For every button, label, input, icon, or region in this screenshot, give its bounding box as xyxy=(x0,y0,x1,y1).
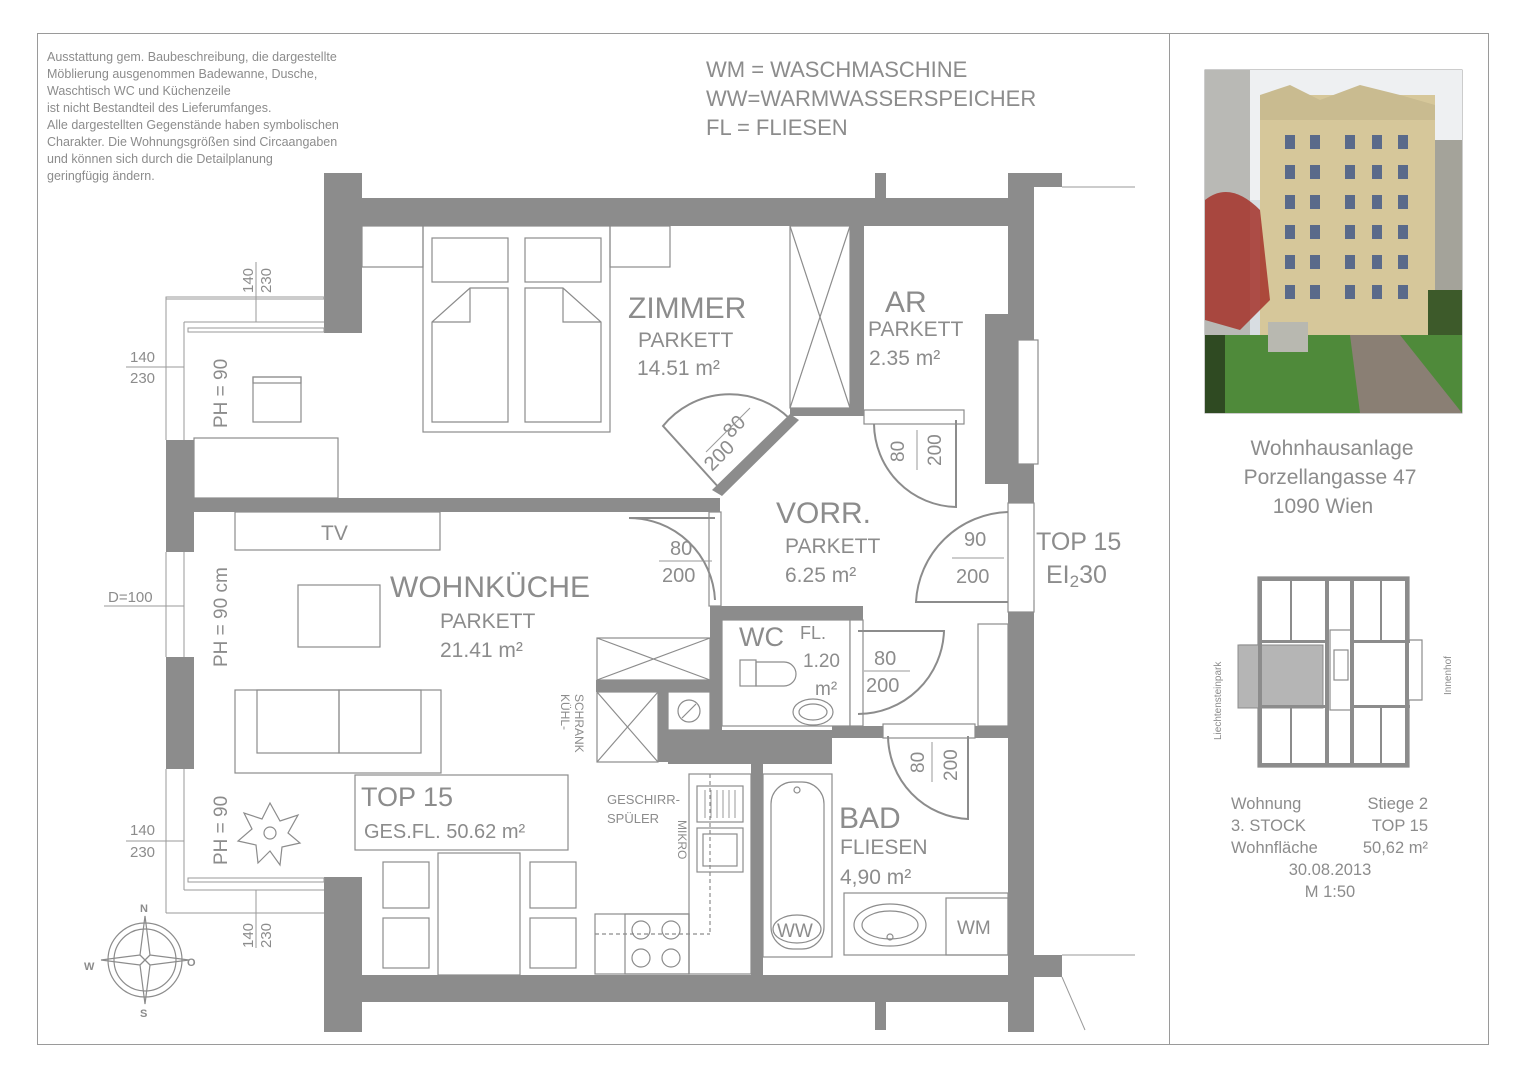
wall-bottom-left-pier xyxy=(324,877,362,1032)
info-date: 30.08.2013 xyxy=(1288,861,1372,879)
address-line3: 1090 Wien xyxy=(1272,495,1374,518)
room-area-ar: 2.35 m² xyxy=(869,347,941,370)
note-line: geringfügig ändern. xyxy=(47,169,155,183)
legend-ww: WW=WARMWASSERSPEICHER xyxy=(706,86,1037,111)
compass-s: S xyxy=(140,1008,148,1020)
pillow xyxy=(525,238,601,282)
room-area-vorr: 6.25 m² xyxy=(785,564,857,587)
wall-bad-left xyxy=(751,764,763,977)
door-width: 80 xyxy=(888,440,909,462)
pillow xyxy=(432,238,508,282)
fridge-label: KÜHL- xyxy=(558,694,572,731)
wall-left-lower xyxy=(166,657,194,769)
wall-bottom xyxy=(324,975,1034,1002)
address-block xyxy=(1244,437,1417,518)
nightstand xyxy=(610,226,670,267)
door-swing-wc xyxy=(858,631,944,714)
bathtub-drain xyxy=(794,787,800,793)
dim-230: 230 xyxy=(258,267,275,293)
door-width: 90 xyxy=(964,529,987,551)
window-right xyxy=(1018,340,1038,464)
info-stiege: Stiege 2 xyxy=(1367,795,1428,813)
door-width: 80 xyxy=(718,411,751,443)
burner xyxy=(662,921,680,939)
drain-slash xyxy=(682,704,696,718)
note-line: Möblierung ausgenommen Badewanne, Dusche, xyxy=(47,67,318,81)
room-floor-ar: PARKETT xyxy=(868,318,964,341)
room-floor-zimmer: PARKETT xyxy=(638,329,734,352)
parapet-labels xyxy=(211,359,232,865)
chair xyxy=(253,377,301,422)
room-area-zimmer: 14.51 m² xyxy=(637,357,720,380)
sofa xyxy=(235,690,441,773)
plant-icon xyxy=(238,803,300,865)
room-name-bad: BAD xyxy=(839,802,901,835)
fridge-label: SCHRANK xyxy=(572,694,586,753)
dim-140: 140 xyxy=(130,349,156,366)
tv-label: TV xyxy=(321,522,348,545)
info-wohnung-label: Wohnung xyxy=(1231,795,1302,813)
note-line: Waschtisch WC und Küchenzeile xyxy=(47,84,231,98)
wm-label: WM xyxy=(957,918,991,939)
info-stock: 3. STOCK xyxy=(1231,817,1306,835)
note-line: ist nicht Bestandteil des Lieferumfanges. xyxy=(47,101,272,115)
wall-ar-left xyxy=(850,226,864,412)
dining-table xyxy=(438,853,520,975)
desk xyxy=(194,438,338,498)
microwave-label: MIKRO xyxy=(675,820,689,860)
entry-fire-rating: EI230 xyxy=(1046,561,1107,591)
room-floor-wohnkueche: PARKETT xyxy=(440,610,536,633)
window-dimensions xyxy=(104,262,275,948)
top-title: TOP 15 xyxy=(361,782,454,812)
sofa-cushion xyxy=(257,690,339,753)
keyplan-core xyxy=(1330,630,1352,710)
wc-floor: FL. xyxy=(800,623,827,643)
info-wohnflaeche-value: 50,62 m² xyxy=(1362,839,1428,857)
window-frame xyxy=(188,328,324,332)
wall-stub-bottom xyxy=(875,1000,886,1030)
wall-right-lower-cap xyxy=(1034,955,1062,977)
wall-right-cap xyxy=(1034,173,1062,187)
wall-wc-top xyxy=(710,606,863,620)
dim-230: 230 xyxy=(130,370,156,387)
info-scale: M 1:50 xyxy=(1304,883,1356,901)
info-top: TOP 15 xyxy=(1371,817,1428,835)
door-height: 200 xyxy=(941,749,962,781)
wc-name: WC xyxy=(739,622,784,652)
room-name-wohnkueche: WOHNKÜCHE xyxy=(390,571,590,604)
door-frame-ar xyxy=(864,410,964,424)
ph-label: PH = 90 xyxy=(211,358,232,428)
ph-label: PH = 90 cm xyxy=(211,567,232,667)
note-line: Ausstattung gem. Baubeschreibung, die dargestellte xyxy=(47,50,337,64)
door-width: 80 xyxy=(670,538,693,560)
note-line: Alle dargestellten Gegenstände haben symbolischen xyxy=(47,118,339,132)
keyplan-stair xyxy=(1334,650,1348,680)
dining-chair xyxy=(383,918,429,968)
ph-label: PH = 90 xyxy=(211,795,232,865)
dim-d100: D=100 xyxy=(108,589,153,606)
legend-fl: FL = FLIESEN xyxy=(706,115,848,140)
keyplan-right-label: Innenhof xyxy=(1443,656,1454,695)
window-sill xyxy=(166,297,324,299)
info-block xyxy=(1231,795,1428,901)
nightstand xyxy=(362,226,423,267)
kitchen-counter xyxy=(689,774,751,974)
abbreviation-legend xyxy=(706,57,1036,140)
door-height: 200 xyxy=(866,675,900,697)
room-floor-vorr: PARKETT xyxy=(785,535,881,558)
compass-w: W xyxy=(84,961,95,973)
door-height: 200 xyxy=(956,566,990,588)
sink-inner xyxy=(703,834,737,866)
keyplan-left-label: Liechtensteinpark xyxy=(1213,661,1224,740)
facade-line xyxy=(1062,977,1085,1030)
info-wohnflaeche-label: Wohnfläche xyxy=(1231,839,1318,857)
wc-area: 1.20 xyxy=(803,651,840,672)
door-width: 80 xyxy=(874,648,897,670)
burner xyxy=(632,949,650,967)
compass-n: N xyxy=(140,903,148,915)
wall-shaft xyxy=(658,680,668,762)
address-line2: Porzellangasse 47 xyxy=(1243,466,1417,489)
sink-drainboard xyxy=(697,786,743,822)
dishwasher-label: SPÜLER xyxy=(607,811,660,826)
chair-back xyxy=(253,377,301,383)
compass-rose-icon xyxy=(84,903,196,1020)
wall-closet-bottom xyxy=(790,408,864,416)
sofa-cushion xyxy=(339,690,421,753)
wall-top xyxy=(324,198,1034,226)
double-bed xyxy=(423,226,610,432)
wall-stub xyxy=(875,173,886,201)
dim-140: 140 xyxy=(240,267,257,293)
door-width: 80 xyxy=(908,751,929,773)
compass-o: O xyxy=(187,957,196,969)
washbasin-inner xyxy=(799,704,827,720)
dishwasher-label: GESCHIRR- xyxy=(607,792,680,807)
entrance-frame xyxy=(1008,503,1034,612)
room-area-wohnkueche: 21.41 m² xyxy=(440,639,523,662)
basin-inner xyxy=(862,911,918,939)
door-frame-bad xyxy=(883,724,975,738)
room-area-bad: 4,90 m² xyxy=(840,866,912,889)
ww-label: WW xyxy=(777,921,813,942)
room-floor-bad: FLIESEN xyxy=(840,836,928,859)
note-line: und können sich durch die Detailplanung xyxy=(47,152,273,166)
dim-230: 230 xyxy=(258,922,275,948)
room-name-ar: AR xyxy=(885,286,927,319)
dining-chair xyxy=(383,862,429,908)
wall-zimmer-kitchen xyxy=(194,498,720,512)
dining-chair xyxy=(530,918,576,968)
key-plan xyxy=(1213,577,1454,767)
stove xyxy=(595,914,689,974)
door-height: 200 xyxy=(699,436,740,476)
door-height: 200 xyxy=(925,434,946,466)
wall-ar-right xyxy=(985,314,1008,484)
wall-wc-left xyxy=(710,606,722,730)
coffee-table xyxy=(298,585,380,647)
window-frame xyxy=(188,878,324,882)
dim-230: 230 xyxy=(130,844,156,861)
keyplan-highlight xyxy=(1238,645,1323,708)
door-frame-wc xyxy=(850,620,863,726)
dining-chair xyxy=(530,862,576,908)
wall-left-upper xyxy=(166,440,194,552)
burner xyxy=(632,921,650,939)
door-swing-entrance xyxy=(916,512,1008,602)
legend-wm: WM = WASCHMASCHINE xyxy=(706,57,968,82)
total-area: GES.FL. 50.62 m² xyxy=(364,821,526,843)
burner xyxy=(662,949,680,967)
wall-right-lower xyxy=(1008,612,1034,1032)
entry-top: TOP 15 xyxy=(1036,528,1122,556)
wall-kitchen-block xyxy=(596,680,710,692)
note-line: Charakter. Die Wohnungsgrößen sind Circaangaben xyxy=(47,135,338,149)
toilet-bowl xyxy=(756,662,796,686)
wc-fixtures xyxy=(722,620,850,726)
wall-top-left-pier xyxy=(324,173,362,333)
door-height: 200 xyxy=(662,565,696,587)
room-name-zimmer: ZIMMER xyxy=(628,292,747,325)
general-notes xyxy=(47,50,339,183)
wc-area-unit: m² xyxy=(815,679,838,700)
dim-140: 140 xyxy=(240,922,257,948)
building-photo xyxy=(1205,70,1462,413)
room-name-vorr: VORR. xyxy=(776,497,872,530)
toilet-tank xyxy=(740,660,756,686)
wardrobe-vorraum xyxy=(978,624,1008,726)
wall-shaft-bottom xyxy=(668,730,832,764)
dim-140: 140 xyxy=(130,822,156,839)
address-line1: Wohnhausanlage xyxy=(1250,437,1414,460)
